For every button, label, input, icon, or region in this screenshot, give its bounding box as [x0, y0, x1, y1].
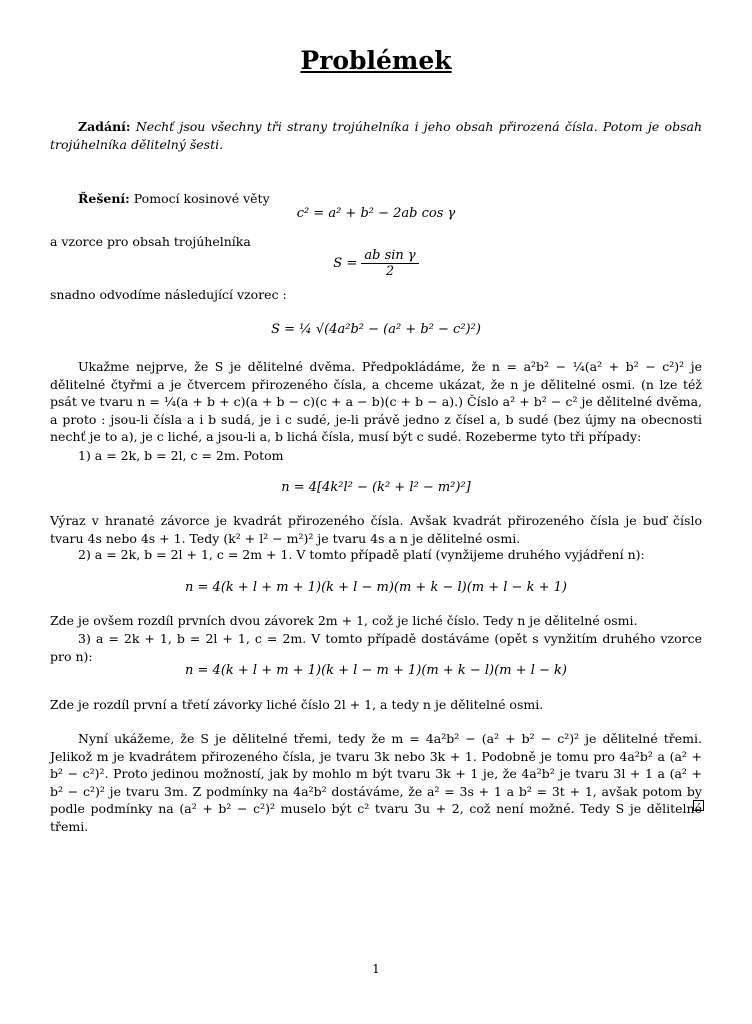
page-title: Problémek [300, 46, 452, 75]
equation-area-numerator: ab sin γ [361, 248, 418, 264]
equation-area-lhs: S = [333, 256, 358, 271]
equation-area [50, 248, 702, 279]
qed-square-icon [693, 800, 704, 811]
equation-heron: S = ¼ √(4a²b² − (a² + b² − c²)²) [271, 322, 481, 337]
assignment-paragraph [50, 118, 702, 153]
case-2-heading: 2) a = 2k, b = 2l + 1, c = 2m + 1. V tomto případě platí (vynžijeme druhého vyjádření n): [78, 547, 645, 562]
paragraph-case-3: Zde je rozdíl první a třetí závorky liché číslo 2l + 1, a tedy n je dělitelné osmi. [50, 697, 544, 712]
paragraph-divisible-by-three: Nyní ukážeme, že S je dělitelné třemi, tedy že m = 4a²b² − (a² + b² − c²)² je dělitelné třemi. Jelikož m je kvadrátem přirozeného čísla, je tvaru 3k nebo 3k + 1. Podobně je tomu pro 4a²b² a (a² + b² − c²)². Proto jedinou možností, jak by mohlo m být tvaru 3k + 1 je, že 4a²b² je tvaru 3l + 1 a (a² + b² − c²)² je tvaru 3m. Z podmínky na 4a²b² dostáváme, že a² = 3s + 1 a b² = 3t + 1, avšak potom by podle podmínky na (a² + b² − c²)² muselo být c² tvaru 3u + 2, což není možné. Tedy S je dělitelné třemi. [50, 731, 702, 834]
equation-area-denominator: 2 [385, 264, 395, 279]
derive-text: snadno odvodíme následující vzorec : [50, 287, 287, 302]
paragraph-case-1: Výraz v hranaté závorce je kvadrát přirozeného čísla. Avšak kvadrát přirozeného čísla je buď číslo tvaru 4s nebo 4s + 1. Tedy (k² + l² − m²)² je tvaru 4s a n je dělitelné osmi. [50, 513, 702, 546]
equation-area-fraction [361, 248, 418, 279]
case-1-heading: 1) a = 2k, b = 2l, c = 2m. Potom [78, 448, 284, 463]
equation-case-2: n = 4(k + l + m + 1)(k + l − m)(m + k − l)(m + l − k + 1) [185, 580, 567, 595]
case-3-heading: 3) a = 2k + 1, b = 2l + 1, c = 2m. V tomto případě dostáváme (opět s vynžitím druhého vzorce pro n): [50, 631, 702, 664]
equation-case-3: n = 4(k + l + m + 1)(k + l − m + 1)(m + k − l)(m + l − k) [185, 663, 567, 678]
assignment-label: Zadání: [78, 119, 131, 134]
assignment-text: Nechť jsou všechny tři strany trojúhelníka i jeho obsah přirozená čísla. Potom je obsah trojúhelníka dělitelný šesti. [50, 119, 702, 152]
equation-case-1: n = 4[4k²l² − (k² + l² − m²)²] [281, 480, 471, 495]
solution-intro [50, 190, 702, 208]
page-number: 1 [372, 962, 380, 976]
equation-cosine: c² = a² + b² − 2ab cos γ [296, 206, 456, 221]
solution-intro-text: Pomocí kosinové věty [133, 191, 270, 206]
paragraph-divisible-by-two: Ukažme nejprve, že S je dělitelné dvěma. Předpokládáme, že n = a²b² − ¼(a² + b² − c²)² je dělitelné čtyřmi a je čtvercem přirozeného čísla, a chceme ukázat, že n je dělitelné osmi. (n lze též psát ve tvaru n = ¼(a + b + c)(a + b − c)(c + a − b)(c + b − a).) Číslo a² + b² − c² je dělitelné dvěma, a proto : jsou-li čísla a i b sudá, je i c sudé, je-li právě jedno z čísel a, b sudé (bez újmy na obecnosti nechť je to a), je c liché, a jsou-li a, b lichá čísla, musí být c sudé. Rozeberme tyto tři případy: [50, 359, 702, 444]
paragraph-case-2: Zde je ovšem rozdíl prvních dvou závorek 2m + 1, což je liché číslo. Tedy n je dělitelné osmi. [50, 613, 638, 628]
area-intro-text: a vzorce pro obsah trojúhelníka [50, 234, 251, 249]
solution-label: Řešení: [78, 191, 130, 206]
